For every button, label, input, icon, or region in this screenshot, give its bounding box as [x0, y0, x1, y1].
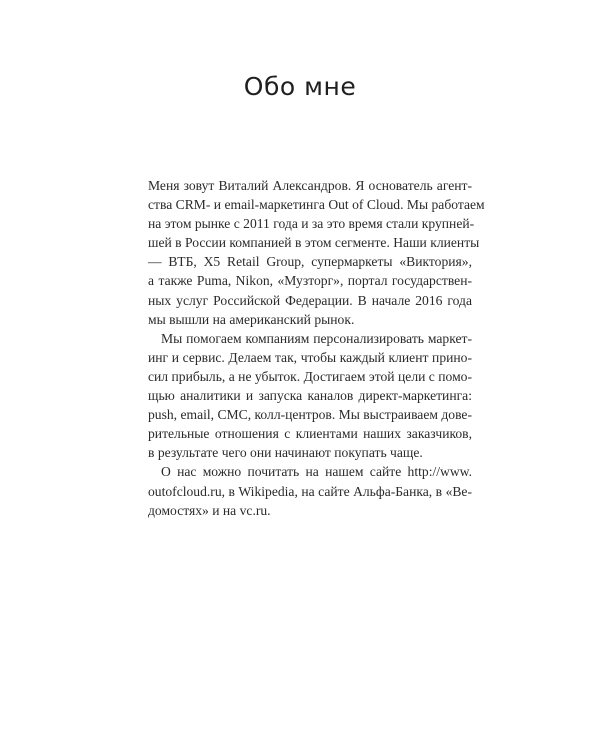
body-text — [148, 176, 485, 520]
text-line: Мы помогаем компаниям персонализировать маркет- — [161, 330, 472, 346]
text-line: ных услуг Российской Федерации. В начале 2016 года — [148, 292, 472, 308]
text-line: push, email, СМС, колл-центров. Мы выстраиваем дове- — [148, 407, 472, 423]
text-line: домостях» и на vc.ru. — [148, 502, 271, 518]
text-line: а также Puma, Nikon, «Музторг», портал государствен- — [148, 273, 472, 289]
text-line: — ВТБ, X5 Retail Group, супермаркеты «Виктория», — [148, 254, 472, 270]
paragraph-1 — [148, 176, 485, 329]
text-line: в результате чего они начинают покупать чаще. — [148, 445, 423, 461]
page-title: Обо мне — [243, 72, 357, 101]
text-line: на этом рынке с 2011 года и за это время стали крупней- — [148, 216, 475, 232]
text-line: шей в России компанией в этом сегменте. Наши клиенты — [148, 235, 480, 251]
text-line: щью аналитики и запуска каналов директ-маркетинга: — [148, 388, 472, 404]
text-line: ства CRM- и email-маркетинга Out of Cloud. Мы работаем — [148, 197, 485, 213]
paragraph-3 — [148, 462, 472, 519]
text-line: outofcloud.ru, в Wikipedia, на сайте Альфа-Банка, в «Ве- — [148, 483, 472, 499]
text-line: рительные отношения с клиентами наших заказчиков, — [148, 426, 472, 442]
text-line: мы вышли на американский рынок. — [148, 311, 355, 327]
text-line: О нас можно почитать на нашем сайте http://www. — [161, 464, 472, 480]
text-line: Меня зовут Виталий Александров. Я основатель агент- — [148, 178, 472, 193]
text-line: инг и сервис. Делаем так, чтобы каждый клиент прино- — [148, 349, 472, 365]
text-line: сил прибыль, а не убыток. Достигаем этой цели с помо- — [148, 368, 472, 384]
paragraph-2 — [148, 329, 472, 463]
